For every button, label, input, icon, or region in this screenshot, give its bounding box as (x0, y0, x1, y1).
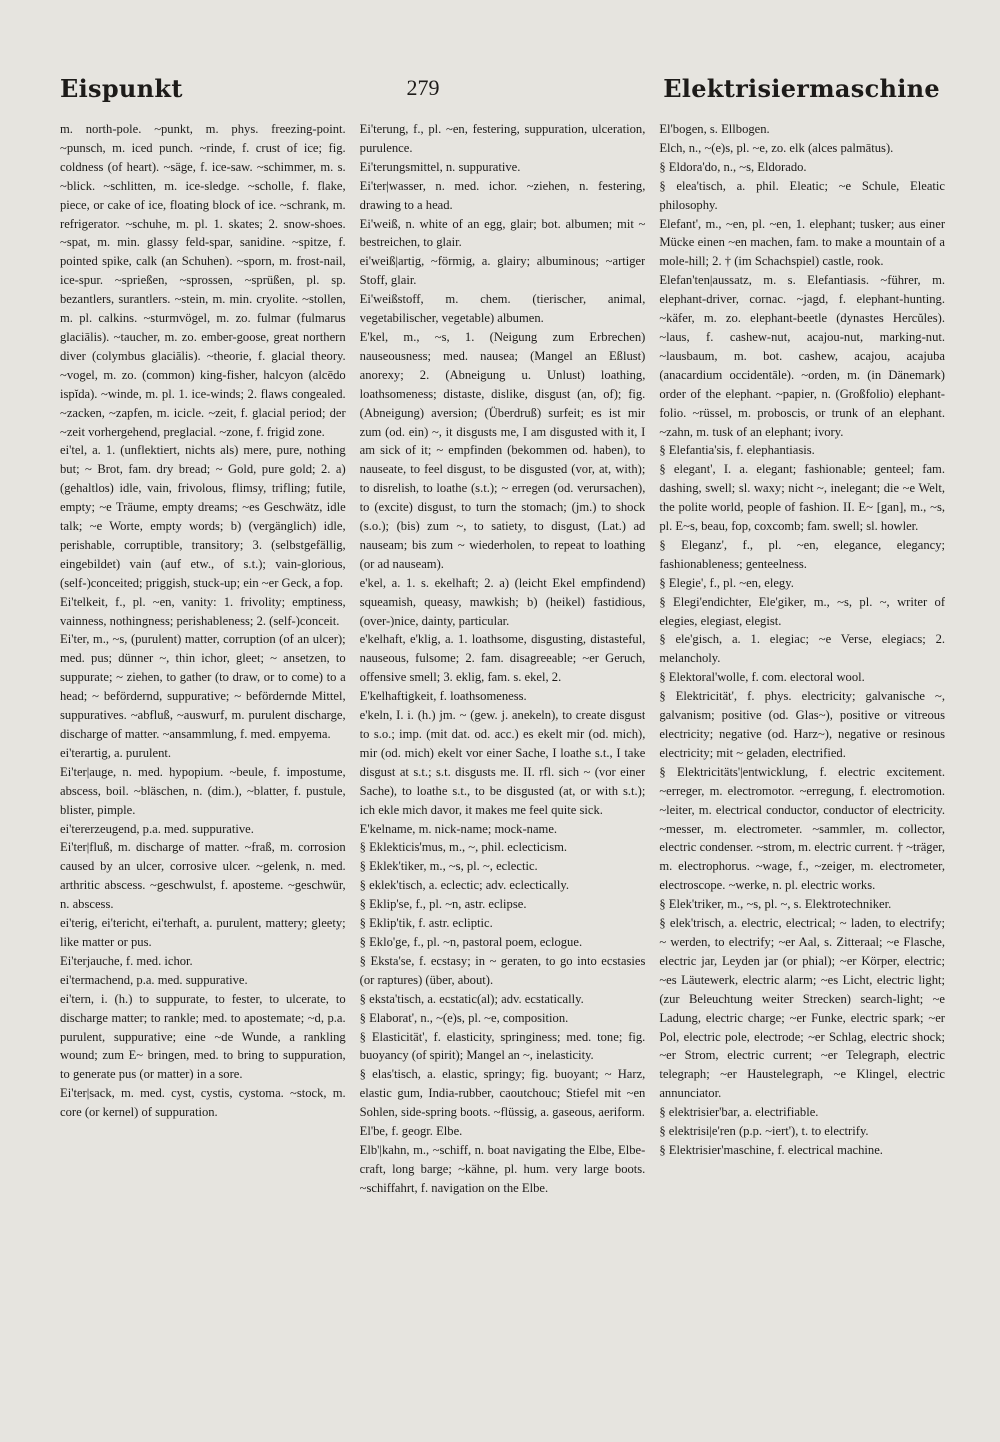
dictionary-entry: ei'terartig, a. purulent. (60, 745, 172, 760)
dictionary-entry: § eksta'tisch, a. ecstatic(al); adv. ecstatically. (359, 991, 584, 1006)
dictionary-entry: § elegant', I. a. elegant; fashionable; genteel; fam. dashing, swell; sl. waxy; nicht ~, inelegant; die ~e Welt, the polite world, people of fashion. II. E~ [gan], m., ~s, pl. E~s, beau, fop, coxcomb; fam. swell; sl. howler. (659, 462, 946, 534)
dictionary-entry: § elektrisi|e'ren (p.p. ~iert'), t. to electrify. (659, 1124, 869, 1139)
dictionary-entry: § ele'gisch, a. 1. elegiac; ~e Verse, elegiacs; 2. melancholy. (659, 632, 946, 666)
dictionary-entry: El'be, f. geogr. Elbe. (359, 1124, 463, 1139)
column-middle (360, 120, 646, 1420)
dictionary-entry: § Elegi'endichter, Ele'giker, m., ~s, pl. ~, writer of elegies, elegiast, elegist. (659, 594, 946, 628)
left-running-head: Eispunkt (60, 73, 183, 103)
dictionary-entry: § Elasticität', f. elasticity, springiness; med. tone; fig. buoyancy (of spirit); Mangel an ~, inelasticity. (359, 1029, 646, 1063)
dictionary-entry: m. north-pole. ~punkt, m. phys. freezing-point. ~punsch, m. iced punch. ~rinde, f. crust of ice; fig. coldness (of heart). ~säge, f. ice-saw. ~schimmer, m. s. ~blick. ~schlitten, m. ice-sledge. ~scholle, f. flake, piece, or cake of ice, floating block of ice. ~schrank, m. refrigerator. ~schuhe, m. pl. 1. skates; 2. snow-shoes. ~spat, m. min. glassy feld-spar, sanidine. ~spitze, f. pointed spike, calk (an Schuhen). ~sporn, m. frost-nail, ice-spur. ~sprießen, ~sprossen, ~sprüßen, pl. sp. bezantlers, surantlers. ~stein, m. min. cryolite. ~stollen, m. pl. calkins. ~sturmvögel, m. zo. fulmar (fulmarus glaciālis). ~taucher, m. zo. ember-goose, great northern diver (colymbus glaciālis). ~theorie, f. glacial theory. ~vogel, m. zo. (common) king-fisher, halcyon (alcēdo ispĭda). ~winde, m. pl. 1. ice-winds; 2. flaws congealed. ~zacken, ~zapfen, m. icicle. ~zeit, f. glacial period; der ~zeit vorhergehend, preglacial. ~zone, f. frigid zone. (60, 122, 346, 439)
dictionary-entry: § Elektricitäts'|entwicklung, f. electric excitement. ~erreger, m. electromotor. ~erregung, f. electromotion. ~leiter, m. electrical conductor, conductor of electricity. ~messer, m. electrometer. ~sammler, m. collector, electric condenser. ~strom, m. electric current. † ~träger, m. electrophorus. ~wage, f., ~zeiger, m. electrometer, electroscope. ~werke, n. pl. electric works. (659, 764, 946, 893)
dictionary-entry: ei'weiß|artig, ~förmig, a. glairy; albuminous; ~artiger Stoff, glair. (359, 254, 646, 288)
dictionary-entry: ei'tel, a. 1. (unflektiert, nichts als) mere, pure, nothing but; ~ Brot, fam. dry bread; ~ Gold, pure gold; 2. a) (gehaltlos) idle, vain, frivolous, flimsy, trifling; futile, empty; ~e Träume, empty dreams; ~es Geschwätz, idle talk; ~e Worte, empty words; b) (vergänglich) idle, perishable, corruptible, transitory; 3. (selbstgefällig, eingebildet) vain (auf etw., of s.t.); vain-glorious, (self-)conceited; priggish, stuck-up; ein ~er Geck, a fop. (60, 443, 346, 590)
dictionary-entry: § Elaborat', n., ~(e)s, pl. ~e, composition. (359, 1010, 569, 1025)
dictionary-entry: § elas'tisch, a. elastic, springy; fig. buoyant; ~ Harz, elastic gum, India-rubber, caoutchouc; Stiefel mit ~en Sohlen, side-spring boots. ~flüssig, a. gaseous, aeriform. (359, 1067, 646, 1120)
entry-columns (60, 120, 945, 1420)
dictionary-entry: § Eklek'tiker, m., ~s, pl. ~, eclectic. (359, 859, 538, 874)
dictionary-entry: Ei'ter, m., ~s, (purulent) matter, corruption (of an ulcer); med. pus; dünner ~, thin ichor, gleet; ~ ansetzen, to suppurate; ~ ziehen, to gather (to draw, or to come) to a head; ~ befördernd, suppurative; ~ befördernde Mittel, suppuratives. ~abfluß, ~auswurf, m. purulent discharge, discharge of matter. ~ansammlung, f. med. empyema. (60, 632, 346, 741)
page-number: 279 (406, 75, 440, 100)
dictionary-entry: E'kel, m., ~s, 1. (Neigung zum Erbrechen) nauseousness; med. nausea; (Mangel an Eßlust) anorexy; 2. (Abneigung u. Unlust) loathing, loathsomeness; distaste, dislike, disgust (an, of); fig. (Abneigung) aversion; (Überdruß) surfeit; es ist mir zum (od. ein) ~, it disgusts me, I am disgusted with it, I am sick of it; ~ empfinden (bekommen od. haben), to nauseate, to feel disgust, to be disgusted (vor, at, with); to disrelish, to loathe (s.t.); ~ erregen (od. verursachen), to (excite) disgust, to turn the stomach; (jm.) to shock (s.o.); (bis) zum ~, to satiety, to disgust, (Lat.) ad nauseam; bis zum ~ wiederholen, to repeat to loathing (or ad nauseam). (359, 329, 646, 571)
dictionary-entry: Elb'|kahn, m., ~schiff, n. boat navigating the Elbe, Elbe-craft, long barge; ~kähne, pl. hum. very large boots. ~schiffahrt, f. navigation on the Elbe. (359, 1142, 646, 1195)
dictionary-entry: § Elefantia'sis, f. elephantiasis. (659, 443, 815, 458)
dictionary-entry: § Eksta'se, f. ecstasy; in ~ geraten, to go into ecstasies (or raptures) (über, about). (359, 953, 646, 987)
dictionary-entry: § Elektricität', f. phys. electricity; galvanische ~, galvanism; positive (od. Glas~), positive or vitreous electricity; negative (od. Harz~), negative or resinous electricity; mit ~ geladen, electrified. (659, 689, 946, 760)
right-running-head: Elektrisiermaschine (663, 73, 940, 103)
dictionary-entry: Ei'terungsmittel, n. suppurative. (359, 159, 521, 174)
dictionary-entry: e'kel, a. 1. s. ekelhaft; 2. a) (leicht Ekel empfindend) squeamish, queasy, mawkish; b) (heikel) fastidious, (over-)nice, dainty, particular. (359, 575, 646, 628)
dictionary-entry: § Elektrisier'maschine, f. electrical machine. (659, 1142, 883, 1157)
dictionary-entry: § Elektoral'wolle, f. com. electoral wool. (659, 670, 865, 685)
dictionary-entry: El'bogen, s. Ellbogen. (659, 122, 770, 136)
dictionary-entry: ei'tererzeugend, p.a. med. suppurative. (60, 821, 254, 836)
dictionary-entry: § eklek'tisch, a. eclectic; adv. eclectically. (359, 878, 570, 893)
dictionary-entry: e'keln, I. i. (h.) jm. ~ (gew. j. anekeln), to create disgust to s.o.; imp. (mit dat. od. acc.) es ekelt mir (od. mich), mir (od. mich) ekelt vor einer Sache, I loathe s.t., I take disgust at s.t.; s.t. disgusts me. II. rfl. sich ~ (vor einer Sache), to loathe s.t., to be disgusted (at, or with s.t.); ich ekle mich davor, it makes me feel quite sick. (359, 708, 646, 817)
dictionary-entry: ei'termachend, p.a. med. suppurative. (60, 972, 248, 987)
dictionary-entry: E'kelhaftigkeit, f. loathsomeness. (359, 689, 527, 704)
dictionary-entry: Ei'ter|auge, n. med. hypopium. ~beule, f. impostume, abscess, boil. ~bläschen, n. (dim.), ~blatter, f. pustule, blister, pimple. (60, 764, 346, 817)
dictionary-entry: Ei'terung, f., pl. ~en, festering, suppuration, ulceration, purulence. (359, 122, 646, 155)
dictionary-entry: § Elegie', f., pl. ~en, elegy. (659, 575, 794, 590)
dictionary-entry: Ei'ter|fluß, m. discharge of matter. ~fraß, m. corrosion caused by an ulcer, corrosive ulcer. ~gelenk, n. med. arthritic abscess. ~geschwulst, f. aposteme. ~geschwür, n. abscess. (60, 840, 346, 912)
dictionary-entry: § Eldora'do, n., ~s, Eldorado. (659, 159, 807, 174)
dictionary-entry: Ei'terjauche, f. med. ichor. (60, 953, 193, 968)
dictionary-entry: Ei'weiß, n. white of an egg, glair; bot. albumen; mit ~ bestreichen, to glair. (359, 216, 646, 250)
dictionary-entry: Elefant', m., ~en, pl. ~en, 1. elephant; tusker; aus einer Mücke einen ~en machen, fam. to make a mountain of a mole-hill; 2. † (im Schachspiel) castle, rook. (659, 216, 946, 269)
dictionary-entry: Elch, n., ~(e)s, pl. ~e, zo. elk (alces palmātus). (659, 140, 894, 155)
page-header (60, 68, 940, 108)
dictionary-entry: § Eklip'tik, f. astr. ecliptic. (359, 916, 493, 931)
dictionary-entry: ei'tern, i. (h.) to suppurate, to fester, to ulcerate, to discharge matter; to rankle; med. to apostemate; ~d, p.a. purulent, suppurative; eine ~de Wunde, a rankling wound; zum E~ bringen, med. to bring to suppuration, to generate pus (or matter) in a sore. (60, 991, 346, 1082)
dictionary-entry: § Eklip'se, f., pl. ~n, astr. eclipse. (359, 897, 527, 912)
dictionary-entry: § elek'trisch, a. electric, electrical; ~ laden, to electrify; ~ werden, to electrify; ~er Aal, s. Zitteraal; ~e Flasche, electric jar, Leyden jar (or phial); ~er Körper, electric; ~es Läutewerk, electric alarm; ~es Licht, electric light; (zur Beleuchtung weiter Strecken) search-light; ~e Ladung, electric charge; ~er Funke, electric spark; ~er Pol, electric pole, electrode; ~er Schlag, electric shock; ~er Strom, electric current; ~er Telegraph, electric telegraph; ~er Haustelegraph, ~e Klingel, electric annunciator. (659, 916, 946, 1101)
dictionary-entry: Ei'ter|wasser, n. med. ichor. ~ziehen, n. festering, drawing to a head. (359, 178, 646, 212)
dictionary-entry: e'kelhaft, e'klig, a. 1. loathsome, disgusting, distasteful, nauseous, fulsome; 2. fam. disagreeable; ~er Geruch, offensive smell; 3. eklig, fam. s. ekel, 2. (359, 632, 646, 685)
dictionary-entry: § elektrisier'bar, a. electrifiable. (659, 1105, 819, 1120)
dictionary-entry: Ei'telkeit, f., pl. ~en, vanity: 1. frivolity; emptiness, vainness, nothingness; perishableness; 2. (self-)conceit. (60, 594, 346, 628)
column-left (60, 120, 346, 1420)
dictionary-entry: Elefan'ten|aussatz, m. s. Elefantiasis. ~führer, m. elephant-driver, cornac. ~jagd, f. elephant-hunting. ~käfer, m. zo. elephant-beetle (dynastes Hercŭles). ~laus, f. cashew-nut, acajou-nut, marking-nut. ~lausbaum, m. bot. cashew, acajou, acajuba (anacardium occidentāle). ~orden, m. (in Dänemark) order of the elephant. ~papier, n. (Großfolio) elephant-folio. ~rüssel, m. proboscis, or trunk of an elephant. ~zahn, m. tusk of an elephant; ivory. (659, 273, 946, 439)
dictionary-entry: ei'terig, ei'tericht, ei'terhaft, a. purulent, mattery; gleety; like matter or pus. (60, 916, 346, 949)
dictionary-entry: § Elek'triker, m., ~s, pl. ~, s. Elektrotechniker. (659, 897, 892, 912)
dictionary-entry: Ei'ter|sack, m. med. cyst, cystis, cystoma. ~stock, m. core (or kernel) of suppuration. (60, 1086, 346, 1120)
dictionary-entry: § Eklekticis'mus, m., ~, phil. eclecticism. (359, 840, 568, 855)
dictionary-entry: § elea'tisch, a. phil. Eleatic; ~e Schule, Eleatic philosophy. (659, 178, 946, 212)
dictionary-entry: E'kelname, m. nick-name; mock-name. (359, 821, 558, 836)
dictionary-entry: Ei'weißstoff, m. chem. (tierischer, animal, vegetabilischer, vegetable) albumen. (359, 292, 646, 326)
dictionary-entry: § Eleganz', f., pl. ~en, elegance, elegancy; fashionableness; genteelness. (659, 537, 946, 571)
dictionary-entry: § Eklo'ge, f., pl. ~n, pastoral poem, eclogue. (359, 934, 583, 949)
column-right (659, 120, 945, 1420)
